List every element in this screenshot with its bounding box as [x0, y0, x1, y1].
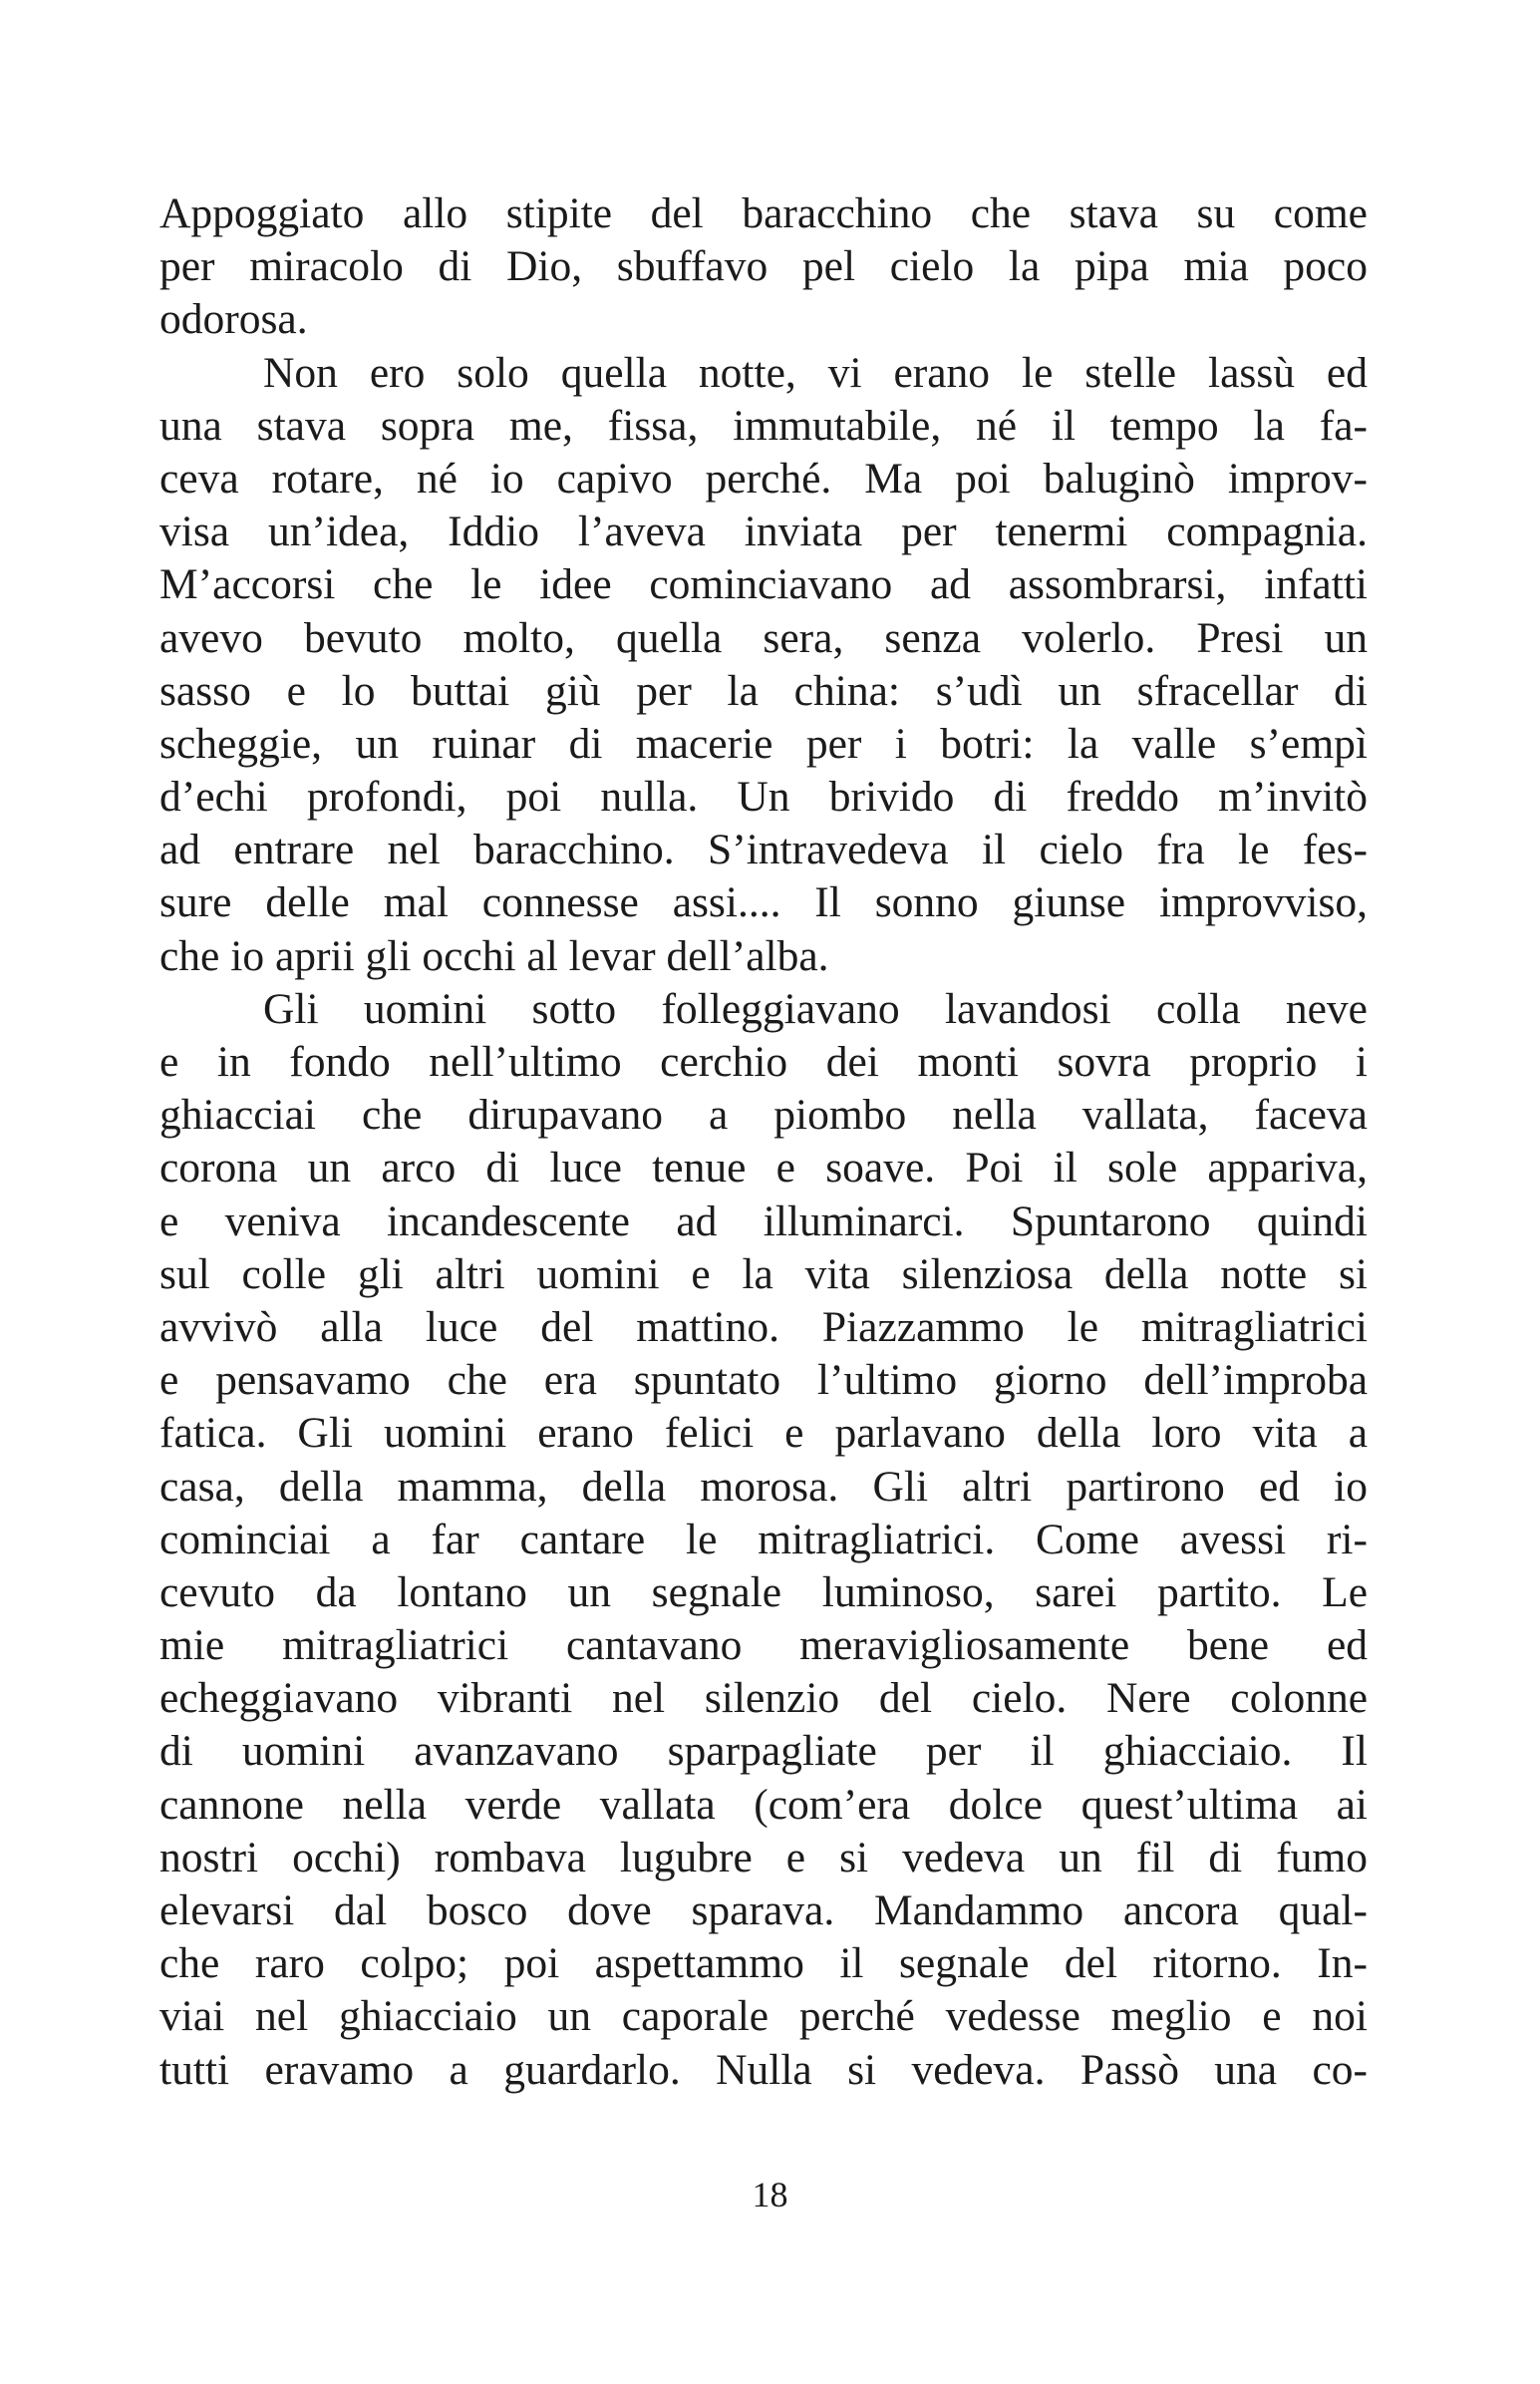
text-line: visa un’idea, Iddio l’aveva inviata per tenermi compagnia. [159, 508, 1368, 556]
text-line: di uomini avanzavano sparpagliate per il ghiacciaio. Il [159, 1727, 1368, 1776]
paragraph [159, 347, 1368, 983]
text-line: Gli uomini sotto folleggiavano lavandosi colla neve [263, 984, 1368, 1033]
text-line: tutti eravamo a guardarlo. Nulla si vedeva. Passò una co- [159, 2045, 1368, 2094]
text-line: una stava sopra me, fissa, immutabile, né il tempo la fa- [159, 401, 1368, 450]
text-line: che io aprii gli occhi al levar dell’alba. [159, 931, 829, 980]
text-line: cominciai a far cantare le mitragliatrici. Come avessi ri- [159, 1515, 1368, 1563]
text-line: scheggie, un ruinar di macerie per i botri: la valle s’empì [159, 719, 1368, 768]
text-line: ceva rotare, né io capivo perché. Ma poi baluginò improv- [159, 454, 1368, 503]
text-line: M’accorsi che le idee cominciavano ad assombrarsi, infatti [159, 560, 1368, 609]
text-line: viai nel ghiacciaio un caporale perché vedesse meglio e noi [159, 1992, 1368, 2041]
text-line: echeggiavano vibranti nel silenzio del cielo. Nere colonne [159, 1674, 1368, 1723]
text-line: d’echi profondi, poi nulla. Un brivido di freddo m’invitò [159, 773, 1368, 822]
text-line: corona un arco di luce tenue e soave. Poi il sole appariva, [159, 1144, 1368, 1192]
text-line: cannone nella verde vallata (com’era dolce quest’ultima ai [159, 1780, 1368, 1829]
text-line: Non ero solo quella notte, vi erano le stelle lassù ed [263, 348, 1368, 397]
text-line: ad entrare nel baracchino. S’intravedeva il cielo fra le fes- [159, 826, 1368, 874]
text-line: avevo bevuto molto, quella sera, senza volerlo. Presi un [159, 613, 1368, 662]
text-line: sure delle mal connesse assi.... Il sonno giunse improvviso, [159, 878, 1368, 927]
text-line: avvivò alla luce del mattino. Piazzammo le mitragliatrici [159, 1302, 1368, 1351]
paragraph [159, 983, 1368, 2097]
text-line: elevarsi dal bosco dove sparava. Mandammo ancora qual- [159, 1886, 1368, 1934]
text-line: nostri occhi) rombava lugubre e si vedeva un fil di fumo [159, 1833, 1368, 1881]
text-line: sul colle gli altri uomini e la vita silenziosa della notte si [159, 1249, 1368, 1298]
text-line: Appoggiato allo stipite del baracchino che stava su come [159, 189, 1368, 237]
page-number: 18 [752, 2175, 788, 2214]
paragraph [159, 187, 1368, 347]
body-text [159, 187, 1368, 2097]
text-line: odorosa. [159, 295, 308, 344]
text-line: per miracolo di Dio, sbuffavo pel cielo la pipa mia poco [159, 242, 1368, 291]
text-line: e pensavamo che era spuntato l’ultimo giorno dell’improba [159, 1356, 1368, 1405]
text-line: cevuto da lontano un segnale luminoso, sarei partito. Le [159, 1567, 1368, 1616]
text-line: ghiacciai che dirupavano a piombo nella vallata, faceva [159, 1091, 1368, 1140]
text-line: sasso e lo buttai giù per la china: s’udì un sfracellar di [159, 666, 1368, 715]
text-line: che raro colpo; poi aspettammo il segnale del ritorno. In- [159, 1939, 1368, 1988]
text-line: e in fondo nell’ultimo cerchio dei monti sovra proprio i [159, 1038, 1368, 1086]
text-line: casa, della mamma, della morosa. Gli altri partirono ed io [159, 1462, 1368, 1511]
text-line: e veniva incandescente ad illuminarci. Spuntarono quindi [159, 1196, 1368, 1245]
text-line: fatica. Gli uomini erano felici e parlavano della loro vita a [159, 1409, 1368, 1458]
text-line: mie mitragliatrici cantavano meravigliosamente bene ed [159, 1621, 1368, 1670]
